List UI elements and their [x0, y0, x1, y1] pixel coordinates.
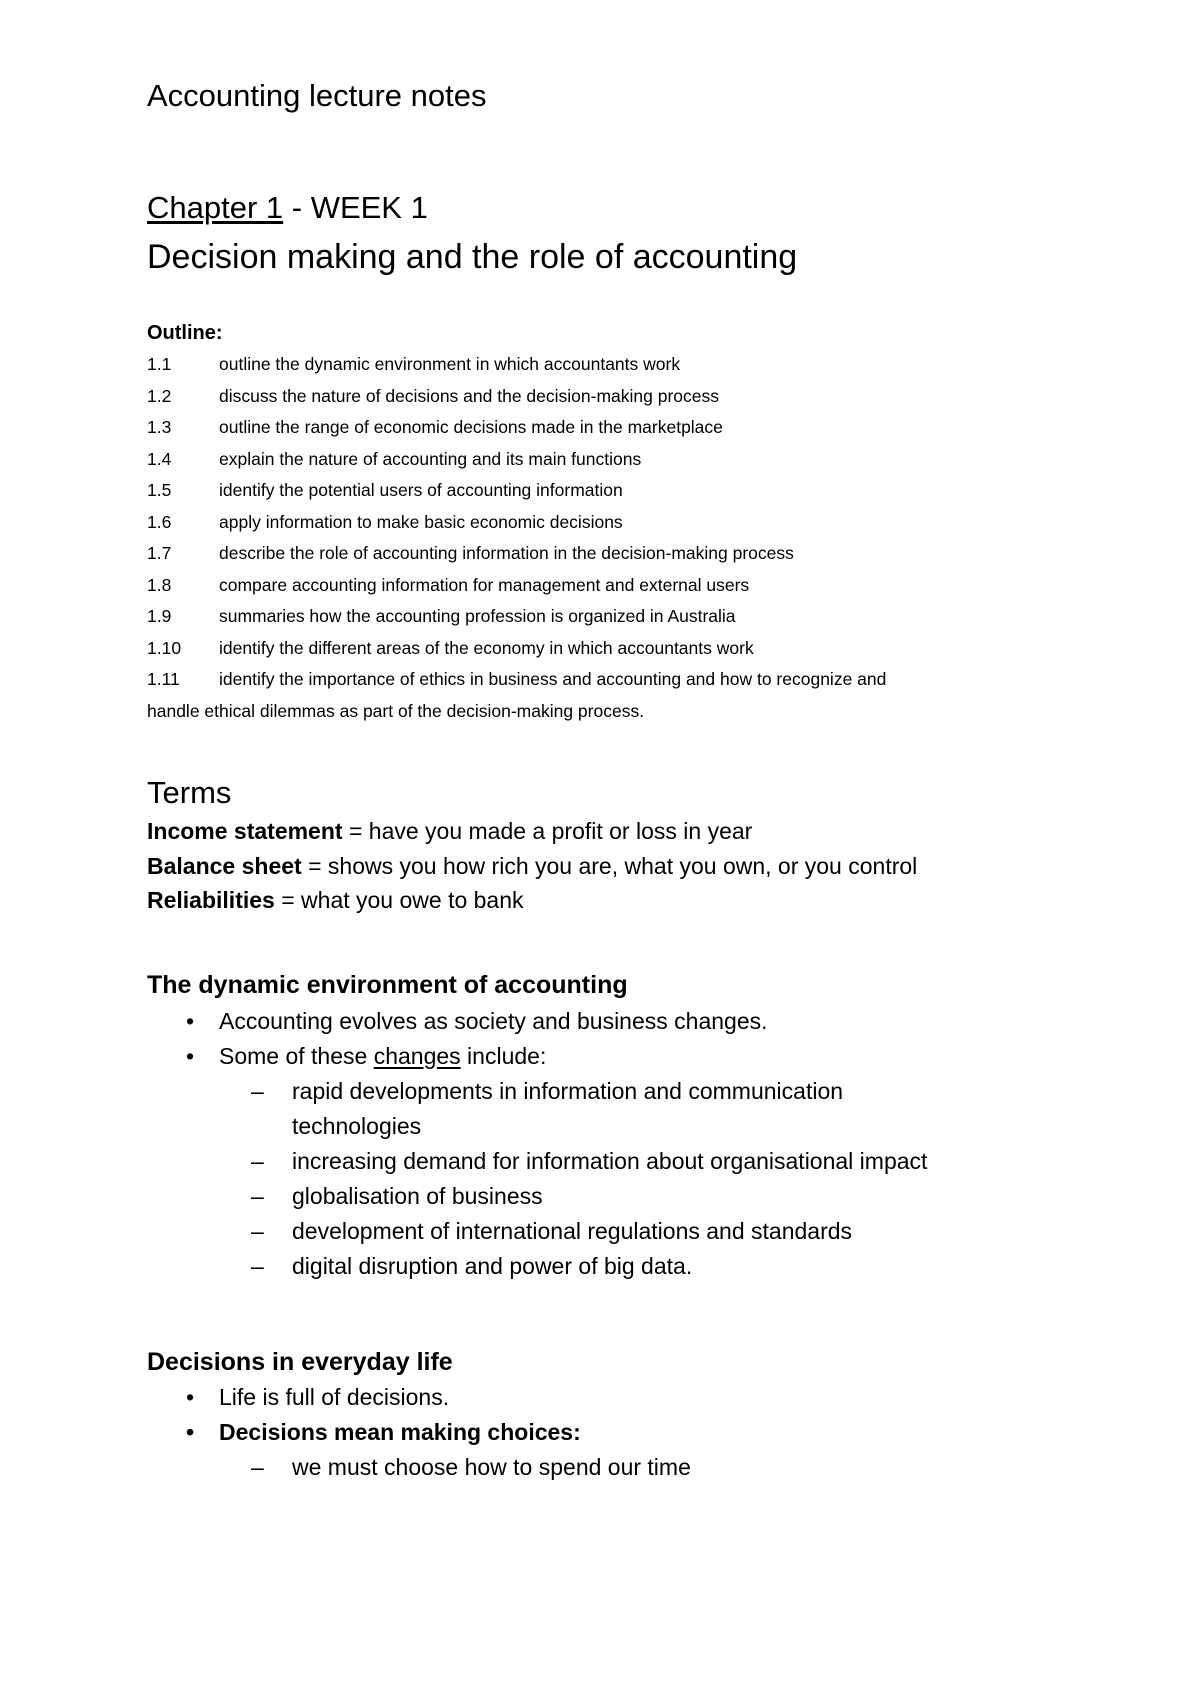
- chapter-link: Chapter 1: [147, 190, 284, 225]
- outline-number: 1.8: [147, 574, 172, 595]
- bullet-item: • Accounting evolves as society and business changes.: [147, 1004, 927, 1039]
- terms-heading: Terms: [147, 775, 232, 810]
- outline-item: [147, 444, 1047, 476]
- outline-text: compare accounting information for management and external users: [219, 574, 750, 595]
- chapter-week: - WEEK 1: [283, 190, 428, 225]
- outline-item: [147, 381, 1047, 413]
- bullet-item: • Decisions mean making choices:: [147, 1415, 691, 1450]
- outline-number: 1.4: [147, 448, 172, 469]
- outline-text: outline the range of economic decisions made in the marketplace: [219, 417, 723, 437]
- outline-item: [147, 349, 1047, 381]
- outline-number: 1.3: [147, 417, 172, 437]
- outline-number: 1.11: [147, 669, 180, 689]
- outline-text: identify the different areas of the economy in which accountants work: [219, 637, 754, 658]
- chapter-heading: [147, 188, 428, 228]
- dynamic-env-bullets: [147, 1004, 927, 1284]
- outline-item: [147, 538, 1047, 570]
- outline-text: discuss the nature of decisions and the decision-making process: [219, 385, 719, 406]
- outline-text: identify the importance of ethics in business and accounting and how to recognize and: [219, 669, 887, 689]
- document-title: Accounting lecture notes: [147, 78, 487, 113]
- term-row: [147, 849, 917, 884]
- sub-bullet-item: – rapid developments in information and communication: [147, 1074, 927, 1109]
- bullet-item: [147, 1039, 927, 1074]
- chapter-subtitle: Decision making and the role of accounting: [147, 238, 798, 276]
- outline-item: [147, 507, 1047, 539]
- term-definition: = have you made a profit or loss in year: [342, 818, 753, 844]
- outline-number: 1.10: [147, 637, 182, 658]
- outline-continuation: handle ethical dilemmas as part of the decision-making process.: [147, 701, 645, 721]
- terms-list: [147, 814, 917, 918]
- outline-number: 1.5: [147, 480, 172, 500]
- term-name: Reliabilities: [147, 887, 275, 913]
- outline-number: 1.1: [147, 354, 172, 374]
- term-row: [147, 814, 917, 849]
- outline-text: describe the role of accounting information in the decision-making process: [219, 543, 794, 563]
- outline-text: apply information to make basic economic decisions: [219, 511, 623, 532]
- outline-item: [147, 633, 1047, 665]
- sub-bullet-continuation: technologies: [292, 1113, 422, 1139]
- term-row: [147, 883, 917, 918]
- bullet-item: • Life is full of decisions.: [147, 1380, 691, 1415]
- term-name: Income statement: [147, 818, 343, 844]
- sub-bullet-item: – development of international regulations and standards: [147, 1214, 927, 1249]
- outline-number: 1.7: [147, 543, 172, 563]
- dynamic-env-heading: The dynamic environment of accounting: [147, 971, 628, 999]
- sub-bullet-item: – globalisation of business: [147, 1179, 927, 1214]
- outline-item: [147, 601, 1047, 633]
- outline-label: Outline:: [147, 322, 223, 344]
- outline-text: summaries how the accounting profession is organized in Australia: [219, 606, 736, 626]
- decisions-heading: Decisions in everyday life: [147, 1348, 453, 1376]
- changes-link: changes: [373, 1043, 461, 1069]
- outline-text: explain the nature of accounting and its main functions: [219, 448, 642, 469]
- outline-number: 1.2: [147, 385, 172, 406]
- outline-item: [147, 664, 1047, 696]
- term-name: Balance sheet: [147, 852, 302, 879]
- sub-bullet-item: – we must choose how to spend our time: [147, 1450, 691, 1485]
- outline-item: [147, 570, 1047, 602]
- outline-item: [147, 475, 1047, 507]
- outline-text: outline the dynamic environment in which accountants work: [219, 354, 681, 374]
- bullet-text: include:: [460, 1043, 547, 1069]
- decisions-bullets: [147, 1380, 691, 1485]
- bullet-text: Some of these: [219, 1043, 374, 1069]
- outline-text: identify the potential users of accounting information: [219, 480, 623, 500]
- outline-number: 1.9: [147, 606, 172, 626]
- term-definition: = shows you how rich you are, what you own, or you control: [301, 852, 918, 879]
- outline-item: [147, 412, 1047, 444]
- outline-list: [147, 349, 1047, 696]
- outline-number: 1.6: [147, 511, 172, 532]
- term-definition: = what you owe to bank: [274, 887, 524, 913]
- sub-bullet-item: – increasing demand for information about organisational impact: [147, 1144, 927, 1179]
- sub-bullet-item: – digital disruption and power of big data.: [147, 1249, 927, 1284]
